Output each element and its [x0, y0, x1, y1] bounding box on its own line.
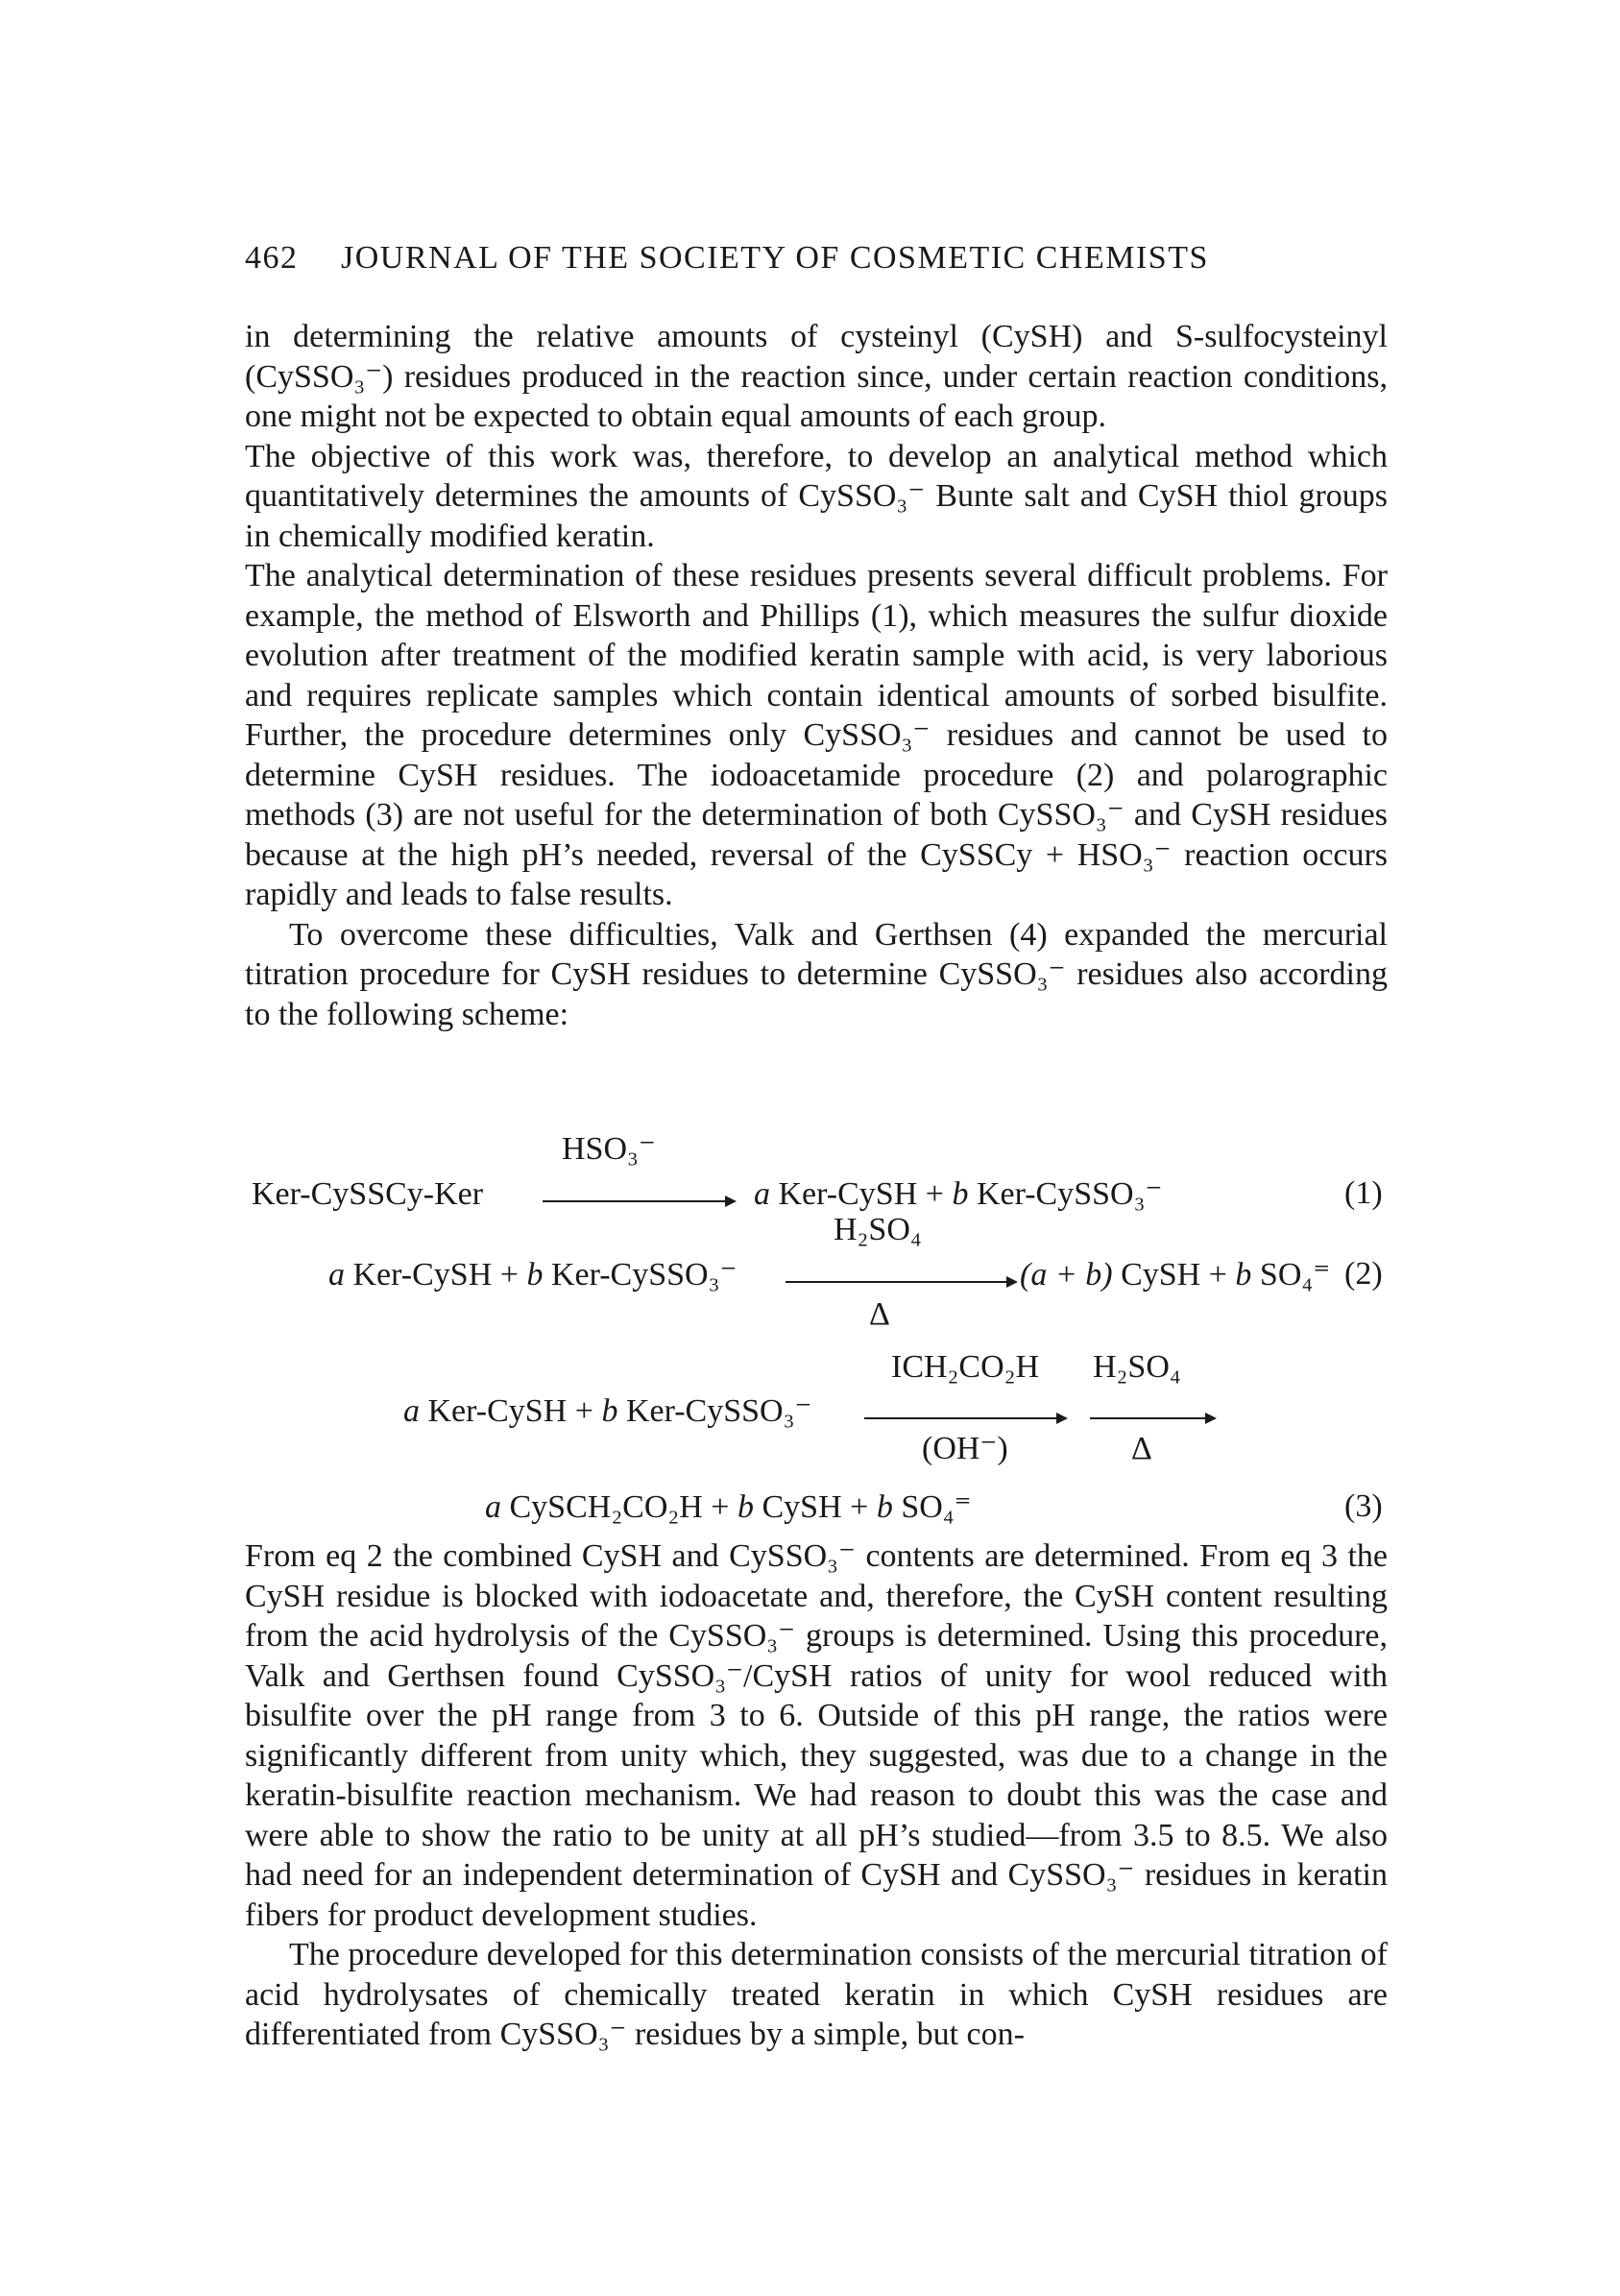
eq2-number: (2) — [1344, 1256, 1383, 1292]
eq2-reagent-bottom: Δ — [869, 1296, 890, 1332]
body-text-top — [245, 317, 1388, 1034]
eq2-reagent-top: H₂SO₄ — [834, 1212, 922, 1247]
paragraph-5: From eq 2 the combined CySH and CySSO₃⁻ contents are determined. From eq 3 the CySH residue is blocked with iodoacetate and, therefore, the CySH content resulting from the acid hydrolysis of the CySSO₃⁻ groups is determined. Using this procedure, Valk and Gerthsen found CySSO₃⁻/CySH ratios of unity for wool reduced with bisulfite over the pH range from 3 to 6. Outside of this pH range, the ratios were significantly different from unity which, they suggested, was due to a change in the keratin-bisulfite reaction mechanism. We had reason to doubt this was the case and were able to show the ratio to be unity at all pH’s studied—from 3.5 to 8.5. We also had need for an independent determination of CySH and CySSO₃⁻ residues in keratin fibers for product development studies. — [245, 1538, 1388, 1933]
paragraph-2: The objective of this work was, therefore, to develop an analytical method which quantitatively determines the amounts of CySSO₃⁻ Bunte salt and CySH thiol groups in chemically modified keratin. — [245, 438, 1388, 554]
paragraph-1: in determining the relative amounts of cysteinyl (CySH) and S-sulfocysteinyl (CySSO₃⁻) residues produced in the reaction since, under certain reaction conditions, one might not be expected to obtain equal amounts of each group. — [245, 319, 1388, 434]
running-header — [245, 240, 1209, 277]
body-text-bottom — [245, 1536, 1388, 2055]
eq2-arrow — [786, 1281, 1016, 1283]
journal-title: JOURNAL OF THE SOCIETY OF COSMETIC CHEMISTS — [341, 240, 1209, 276]
eq3-reagent2-bottom: Δ — [1131, 1431, 1152, 1466]
eq1-arrow — [543, 1200, 735, 1202]
eq2-products: (a + b) CySH + b SO₄⁼ — [1020, 1257, 1331, 1293]
eq3-products: a CySCH₂CO₂H + b CySH + b SO₄⁼ — [485, 1489, 972, 1525]
paragraph-3: The analytical determination of these residues presents several difficult problems. For example, the method of Elsworth and Phillips (1), which measures the sulfur dioxide evolution after treatment of the modified keratin sample with acid, is very laborious and requires replicate samples which contain identical amounts of sorbed bisulfite. Further, the procedure determines only CySSO₃⁻ residues and cannot be used to determine CySH residues. The iodoacetamide procedure (2) and polarographic methods (3) are not useful for the determination of both CySSO₃⁻ and CySH residues because at the high pH’s needed, reversal of the CySSCy + HSO₃⁻ reaction occurs rapidly and leads to false results. — [245, 558, 1388, 912]
eq1-products: a Ker-CySH + b Ker-CySSO₃⁻ — [754, 1176, 1163, 1212]
paragraph-6: The procedure developed for this determination consists of the mercurial titration of acid hydrolysates of chemically treated keratin in which CySH residues are differentiated from CySSO₃⁻ residues by a simple, but con- — [245, 1937, 1388, 2052]
eq3-reagent1-top: ICH₂CO₂H — [891, 1349, 1040, 1385]
eq3-reactants: a Ker-CySH + b Ker-CySSO₃⁻ — [403, 1393, 812, 1429]
eq3-reagent2-top: H₂SO₄ — [1093, 1349, 1181, 1385]
eq3-arrow-2 — [1090, 1417, 1215, 1419]
eq3-arrow-1 — [864, 1417, 1066, 1419]
paragraph-4: To overcome these difficulties, Valk and Gerthsen (4) expanded the mercurial titration procedure for CySH residues to determine CySSO₃⁻ residues also according to the following scheme: — [245, 916, 1388, 1032]
eq1-reactant: Ker-CySSCy-Ker — [252, 1176, 484, 1212]
eq1-number: (1) — [1344, 1175, 1383, 1211]
page-number: 462 — [245, 240, 299, 276]
eq2-reactants: a Ker-CySH + b Ker-CySSO₃⁻ — [328, 1257, 737, 1293]
eq3-reagent1-bottom: (OH⁻) — [922, 1431, 1008, 1466]
eq3-number: (3) — [1344, 1488, 1383, 1524]
eq1-reagent: HSO₃⁻ — [562, 1131, 656, 1167]
